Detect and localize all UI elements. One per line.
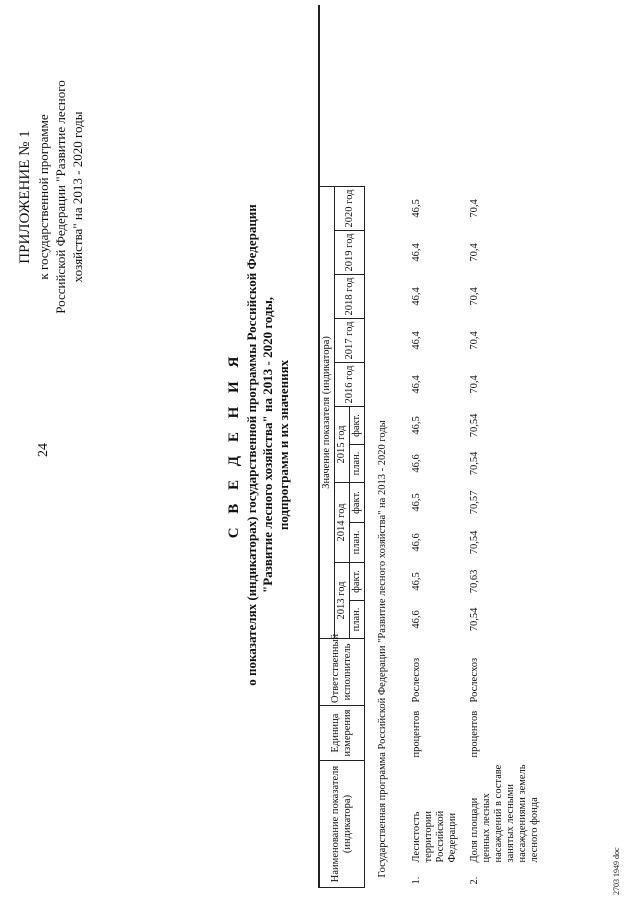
row-number: 2. <box>469 876 480 885</box>
value-2015-plan: 70,54 <box>469 451 480 476</box>
indicator-responsible: Рослесхоз <box>411 657 422 703</box>
header-plan: план. <box>350 522 365 562</box>
value-2018: 46,4 <box>411 287 422 306</box>
header-spacer <box>319 5 365 186</box>
value-2019: 46,4 <box>411 243 422 262</box>
appendix-line: Российской Федерации "Развитие лесного <box>53 80 68 314</box>
value-2020: 70,4 <box>469 199 480 218</box>
header-fact: факт. <box>350 562 365 600</box>
title-line: подпрограмм и их значениях <box>276 359 291 531</box>
indicator-name: Доля площади ценных лесных насаждений в составе занятых лесными насаждениями земель лесного фонда <box>469 764 540 863</box>
header-year-2016: 2016 год <box>335 362 365 406</box>
value-2014-fact: 46,5 <box>411 493 422 512</box>
value-2013-plan: 70,54 <box>469 607 480 632</box>
value-2016: 70,4 <box>469 375 480 394</box>
value-2014-fact: 70,57 <box>469 490 480 515</box>
value-2017: 70,4 <box>469 331 480 350</box>
header-plan: план. <box>350 444 365 482</box>
indicators-table <box>318 5 543 888</box>
value-2015-fact: 46,5 <box>411 416 422 435</box>
header-fact: факт. <box>350 406 365 444</box>
indicator-responsible: Рослесхоз <box>469 657 480 703</box>
value-2015-fact: 70,54 <box>469 413 480 438</box>
header-year-2013: 2013 год <box>335 562 350 638</box>
value-2017: 46,4 <box>411 331 422 350</box>
header-responsible: Ответственный исполнитель <box>319 638 365 705</box>
appendix-line: к государственной программе <box>36 114 51 280</box>
table-row <box>403 5 461 888</box>
document-code: 2703 1949 doc <box>612 847 621 895</box>
value-2014-plan: 70,54 <box>469 530 480 555</box>
value-2019: 70,4 <box>469 243 480 262</box>
title-line: "Развитие лесного хозяйства" на 2013 - 2020 годы, <box>260 297 275 593</box>
header-year-2015: 2015 год <box>335 406 350 482</box>
indicator-unit: процентов <box>411 710 422 758</box>
header-year-2014: 2014 год <box>335 482 350 562</box>
section-title: Государственная программа Российской Федерации "Развитие лесного хозяйства" на 2013 - 2020 годы <box>377 420 388 878</box>
header-year-2018: 2018 год <box>335 274 365 318</box>
value-2018: 70,4 <box>469 287 480 306</box>
header-unit: Единица измерения <box>319 705 365 760</box>
row-number: 1. <box>411 876 422 885</box>
value-2015-plan: 46,6 <box>411 454 422 473</box>
table-row <box>461 5 543 888</box>
value-2014-plan: 46,6 <box>411 533 422 552</box>
appendix-block <box>16 37 86 357</box>
indicator-unit: процентов <box>469 710 480 758</box>
header-plan: план. <box>350 600 365 638</box>
appendix-heading: ПРИЛОЖЕНИЕ № 1 <box>17 130 33 264</box>
header-values-group: Значение показателя (индикатора) <box>319 186 335 638</box>
indicator-name: Лесистость территории Российской Федерации <box>411 810 458 863</box>
header-year-2019: 2019 год <box>335 230 365 274</box>
appendix-line: хозяйства" на 2013 - 2020 годы <box>70 111 85 283</box>
page-number: 24 <box>36 443 51 457</box>
value-2013-fact: 70,63 <box>469 569 480 594</box>
header-year-2020: 2020 год <box>335 186 365 230</box>
value-2013-fact: 46,5 <box>411 572 422 591</box>
title-main: С В Е Д Е Н И Я <box>226 351 242 539</box>
value-2020: 46,5 <box>411 199 422 218</box>
title-line: о показателях (индикаторах) государственной программы Российской Федерации <box>244 204 259 686</box>
value-2013-plan: 46,6 <box>411 610 422 629</box>
header-name: Наименование показателя (индикатора) <box>319 760 365 887</box>
value-2016: 46,4 <box>411 375 422 394</box>
document-title <box>225 145 292 745</box>
header-fact: факт. <box>350 482 365 522</box>
header-year-2017: 2017 год <box>335 318 365 362</box>
